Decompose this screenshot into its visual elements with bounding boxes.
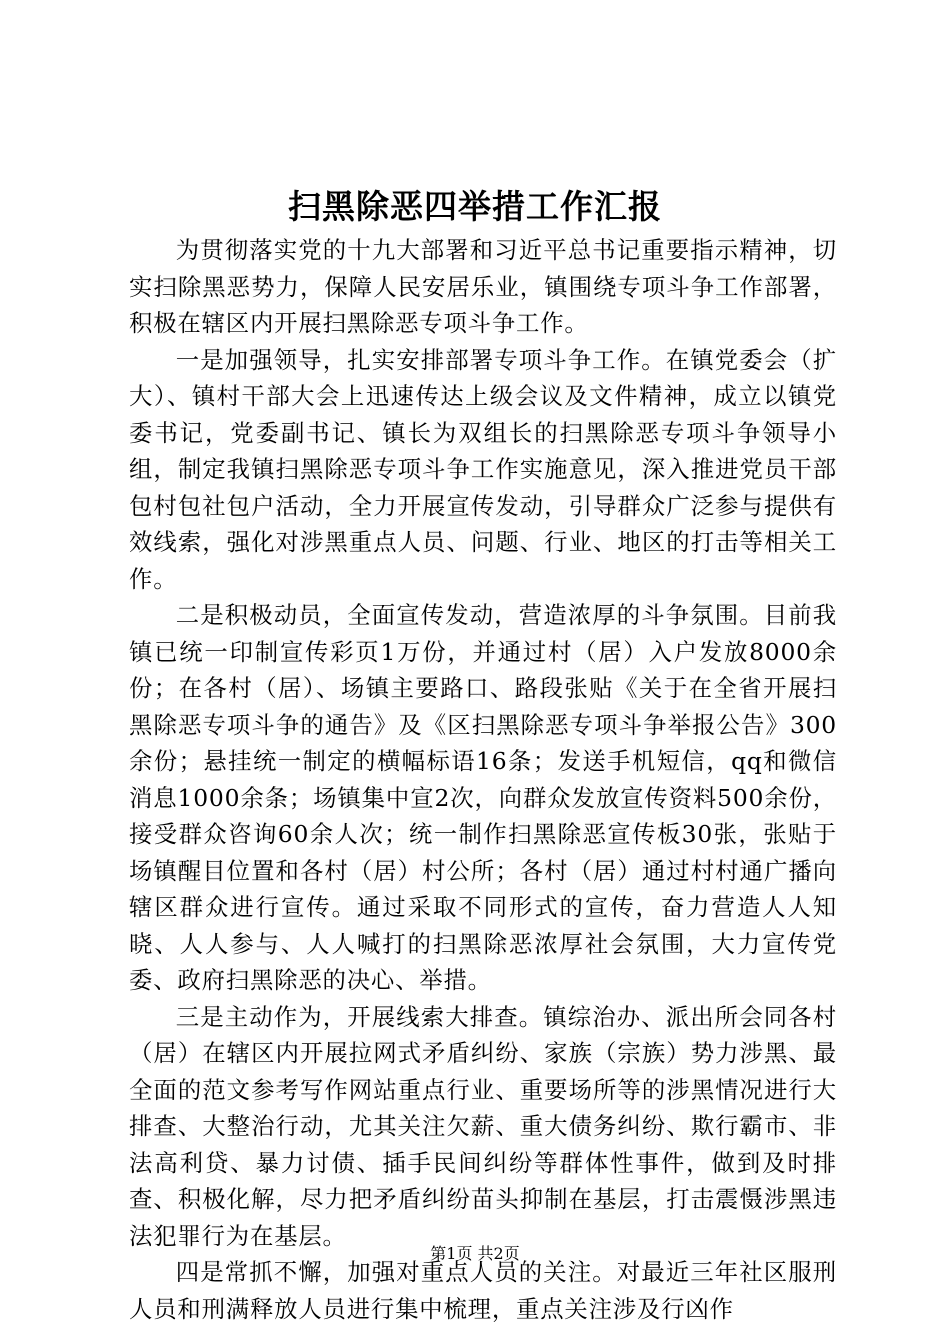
paragraph-measure-4: 四是常抓不懈，加强对重点人员的关注。对最近三年社区服刑人员和刑满释放人员进行集中梳理，重点关注涉及行凶作 [129,1258,837,1323]
document-body [129,232,837,1327]
paragraph-measure-3: 三是主动作为，开展线索大排查。镇综治办、派出所会同各村（居）在辖区内开展拉网式矛盾纠纷、家族（宗族）势力涉黑、最全面的范文参考写作网站重点行业、重要场所等的涉黑情况进行大排查、大整治行动，尤其关注欠薪、重大债务纠纷、欺行霸市、非法高利贷、暴力讨债、插手民间纠纷等群体性事件，做到及时排查、积极化解，尽力把矛盾纠纷苗头抑制在基层，打击震慑涉黑违法犯罪行为在基层。 [129,1002,837,1250]
document-title: 扫黑除恶四举措工作汇报 [288,187,662,226]
paragraph-measure-1: 一是加强领导，扎实安排部署专项斗争工作。在镇党委会（扩大）、镇村干部大会上迅速传达上级会议及文件精神，成立以镇党委书记，党委副书记、镇长为双组长的扫黑除恶专项斗争领导小组，制定我镇扫黑除恶专项斗争工作实施意见，深入推进党员干部包村包社包户活动，全力开展宣传发动，引导群众广泛参与提供有效线索，强化对涉黑重点人员、问题、行业、地区的打击等相关工作。 [129,345,837,593]
paragraph-intro: 为贯彻落实党的十九大部署和习近平总书记重要指示精神，切实扫除黑恶势力，保障人民安居乐业，镇围绕专项斗争工作部署，积极在辖区内开展扫黑除恶专项斗争工作。 [129,236,837,337]
page-footer: 第1页 共2页 [430,1244,520,1263]
paragraph-measure-2: 二是积极动员，全面宣传发动，营造浓厚的斗争氛围。目前我镇已统一印制宣传彩页1万份，并通过村（居）入户发放8000余份；在各村（居）、场镇主要路口、路段张贴《关于在全省开展扫黑除恶专项斗争的通告》及《区扫黑除恶专项斗争举报公告》300余份；悬挂统一制定的横幅标语16条；发送手机短信，qq和微信消息1000余条；场镇集中宣2次，向群众发放宣传资料500余份，接受群众咨询60余人次；统一制作扫黑除恶宣传板30张，张贴于场镇醒目位置和各村（居）村公所；各村（居）通过村村通广播向辖区群众进行宣传。通过采取不同形式的宣传，奋力营造人人知晓、人人参与、人人喊打的扫黑除恶浓厚社会氛围，大力宣传党委、政府扫黑除恶的决心、举措。 [129,601,837,994]
